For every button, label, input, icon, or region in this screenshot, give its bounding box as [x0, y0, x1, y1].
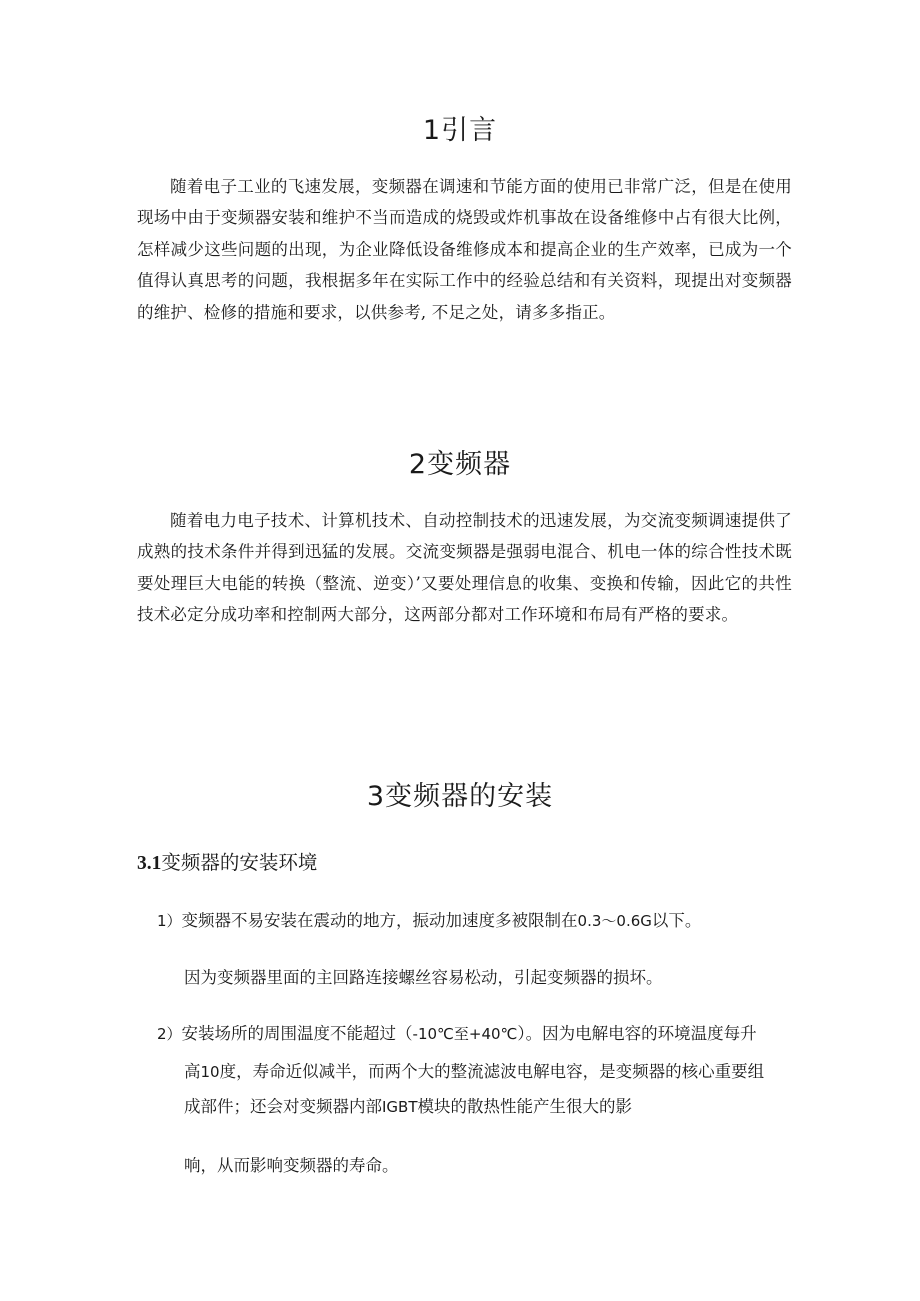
list-item-1-text-after: 以下。: [651, 911, 702, 930]
list-item-2-continuation: 响，从而影响变频器的寿命。: [184, 1156, 399, 1175]
subsection-number: 3.1: [137, 853, 162, 874]
acceleration-range: 0.3～0.6G: [577, 912, 652, 930]
list-item-2-line-2-b: 度，寿命近似减半，而两个大的整流滤波电解电容，是变频器的核心重要组: [219, 1062, 765, 1081]
section-1-paragraph: 随着电子工业的飞速发展，变频器在调速和节能方面的使用已非常广泛，但是在使用现场中由于变频器安装和维护不当而造成的烧毁或炸机事故在设备维修中占有很大比例，怎样减少这些问题的出现，为企业降低设备维修成本和提高企业的生产效率，已成为一个值得认真思考的问题，我根据多年在实际工作中的经验总结和有关资料，现提出对变频器的维护、检修的措施和要求，以供参考, 不足之处，请多多指正。: [137, 177, 792, 322]
section-2-paragraph: 随着电力电子技术、计算机技术、自动控制技术的迅速发展，为交流变频调速提供了成熟的技术条件并得到迅猛的发展。交流变频器是强弱电混合、机电一体的综合性技术既要处理巨大电能的转换（整流、逆变）’又要处理信息的收集、变换和传输，因此它的共性技术必定分成功率和控制两大部分，这两部分都对工作环境和布局有严格的要求。: [137, 511, 792, 625]
list-item-1-continuation: 因为变频器里面的主回路连接螺丝容易松动，引起变频器的损坏。: [184, 968, 663, 987]
list-item-2-line-3: [184, 1090, 804, 1124]
subsection-3-1-heading: [137, 847, 317, 875]
subsection-title: 变频器的安装环境: [161, 851, 318, 874]
section-1-title: 1引言: [422, 115, 498, 146]
section-2-title: 2变频器: [408, 449, 512, 480]
igbt-label: IGBT: [382, 1098, 418, 1116]
list-item-1: [157, 904, 797, 938]
list-item-2-line-3-b: 模块的散热性能产生很大的影: [417, 1097, 633, 1116]
list-item-2-text-b: ）。因为电解电容的环境温度每升: [517, 1024, 757, 1043]
list-item-1-text: 变频器不易安装在震动的地方，振动加速度多被限制在: [181, 911, 578, 930]
list-item-2-text-a: 安装场所的周围温度不能超过（: [181, 1024, 413, 1043]
temperature-range: -10℃至+40℃: [412, 1025, 518, 1043]
degree-number: 10: [200, 1063, 220, 1081]
list-item-1-marker: 1）: [157, 912, 182, 930]
list-item-2-line-2-a: 高: [184, 1062, 201, 1081]
section-3-title: 3变频器的安装: [366, 781, 554, 812]
list-item-2-marker: 2）: [157, 1025, 182, 1043]
list-item-2-line-1: [157, 1017, 797, 1051]
list-item-2-line-3-a: 成部件；还会对变频器内部: [184, 1097, 382, 1116]
list-item-2-line-2: [184, 1055, 804, 1089]
